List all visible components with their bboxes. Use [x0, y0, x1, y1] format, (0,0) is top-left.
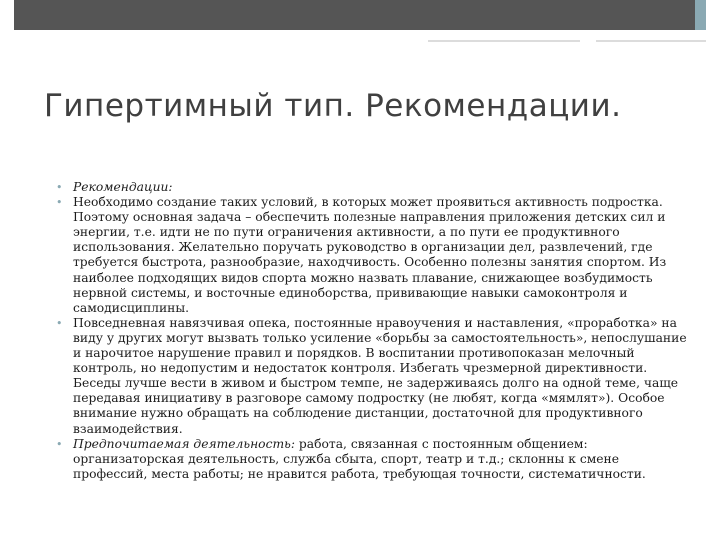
bullet-dot: •: [56, 196, 63, 210]
bullet-text: Повседневная навязчивая опека, постоянные нравоучения и наставления, «проработка» на виду у других могут вызвать только усиление «борьбы за самостоятельность», непослушание и нарочитое нарушение правил и порядков. В воспитании противопоказан мелочный контроль, но недопустим и недостаток контроля. Избегать чрезмерной директивности. Беседы лучше вести в живом и быстром темпе, не задерживаясь долго на одной теме, чаще передавая инициативу в разговоре самому подростку (не любят, когда «мямлят»). Особое внимание нужно обращать на соблюдение дистанции, достаточной для продуктивного взаимодействия.: [73, 315, 687, 436]
bullet-lead: Предпочитаемая деятельность:: [73, 436, 295, 451]
bullet-item-preferred-activity: [52, 437, 688, 482]
bullet-lead: Рекомендации:: [73, 180, 173, 194]
top-decorative-bar: [14, 0, 706, 30]
bullet-dot: •: [56, 316, 63, 330]
bullet-list: [52, 180, 688, 482]
bullet-dot: •: [56, 181, 63, 194]
bullet-text: Необходимо создание таких условий, в которых может проявиться активность подростка. Поэтому основная задача – обеспечить полезные направления приложения детских сил и энергии, т.е. идти не по пути ограничения активности, а по пути ее продуктивного использования. Желательно поручать руководство в организации дел, развлечений, где требуется быстрота, разнообразие, находчивость. Особенно полезны занятия спортом. Из наиболее подходящих видов спорта можно назвать плавание, снижающее возбудимость нервной системы, и восточные единоборства, прививающие навыки самоконтроля и самодисциплины.: [73, 195, 667, 315]
bullet-item-guardianship: [52, 316, 688, 437]
decorative-rule-left: [428, 40, 580, 42]
slide-title: Гипертимный тип. Рекомендации.: [44, 88, 622, 124]
accent-bar: [695, 0, 706, 30]
bullet-dot: •: [56, 437, 63, 451]
bullet-item-conditions: [52, 195, 688, 316]
bullet-text: работа, связанная с постоянным общением: организаторская деятельность, служба сбыта, спорт, театр и т.д.; склонны к смене профессий, места работы; не нравится работа, требующая точности, систематичности.: [73, 436, 646, 481]
decorative-rule-right: [596, 40, 706, 42]
bullet-item-recommendations: [52, 180, 688, 195]
